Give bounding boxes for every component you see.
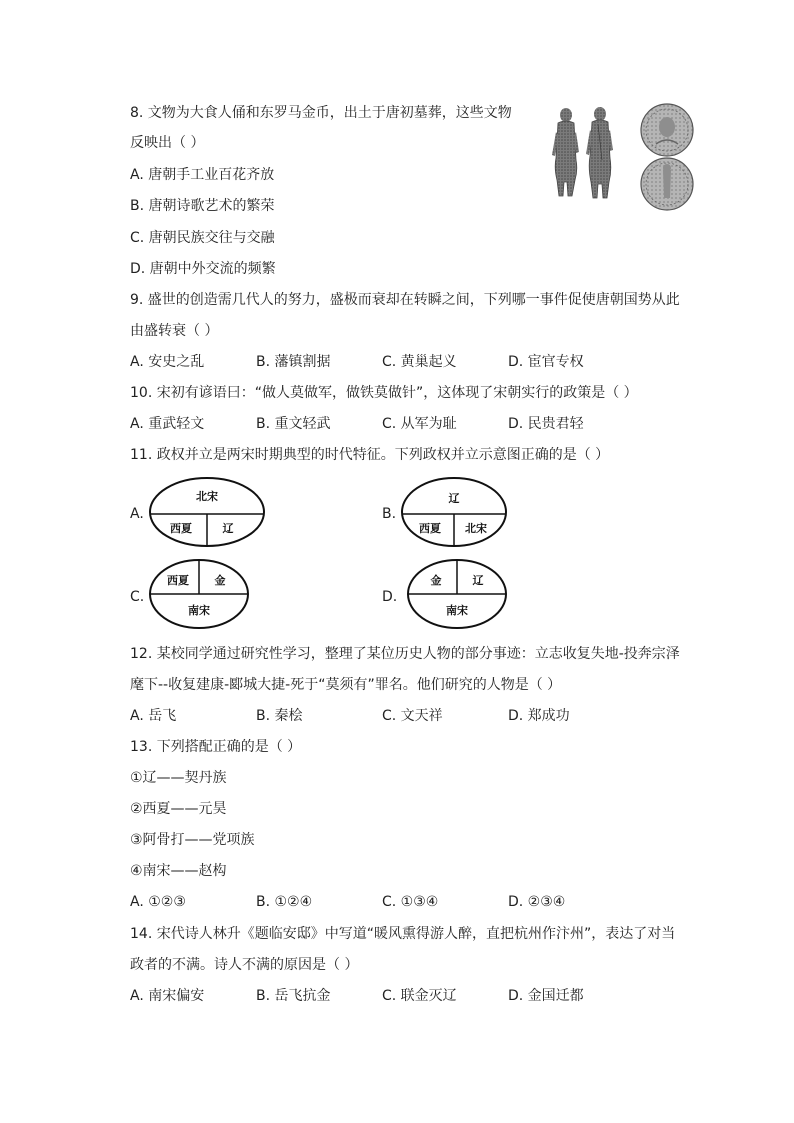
q8-option-c: C. 唐朝民族交往与交融 [130, 230, 275, 246]
q11-diagram-b [400, 476, 508, 548]
q11-c-left-label: 西夏 [167, 574, 189, 587]
q11-letter-b: B. [382, 506, 397, 522]
q9-option-b: B. 藩镇割据 [256, 354, 331, 370]
q13-option-c: C. ①③④ [382, 894, 439, 910]
q11-diagram-c [148, 558, 250, 630]
q11-a-left-label: 西夏 [170, 522, 192, 535]
q14-stem-line1: 14. 宋代诗人林升《题临安邸》中写道“暖风熏得游人醉，直把杭州作汴州”，表达了对当 [130, 926, 676, 942]
q9-stem-line1: 9. 盛世的创造需几代人的努力，盛极而衰却在转瞬之间，下列哪一事件促使唐朝国势从此 [130, 292, 680, 308]
q9-stem-line2: 由盛转衰（ ） [130, 323, 219, 339]
q8-stem-line1: 8. 文物为大食人俑和东罗马金币，出土于唐初墓葬，这些文物 [130, 105, 512, 121]
q13-item-3: ③阿骨打——党项族 [130, 832, 255, 848]
q12-option-d: D. 郑成功 [508, 708, 570, 724]
q11-d-bottom-label: 南宋 [446, 604, 468, 617]
q13-option-d: D. ②③④ [508, 894, 566, 910]
q11-letter-d: D. [382, 589, 398, 605]
q13-item-2: ②西夏——元昊 [130, 801, 227, 817]
q10-option-c: C. 从军为耻 [382, 416, 457, 432]
q14-stem-line2: 政者的不满。诗人不满的原因是（ ） [130, 957, 359, 973]
q11-a-right-label: 辽 [222, 522, 234, 535]
q9-option-d: D. 宦官专权 [508, 354, 584, 370]
coin-top-icon [641, 104, 693, 156]
q10-option-b: B. 重文轻武 [256, 416, 331, 432]
q9-option-a: A. 安史之乱 [130, 354, 205, 370]
q13-item-4: ④南宋——赵构 [130, 863, 227, 879]
q12-stem-line2: 麾下--收复建康-郾城大捷-死于“莫须有”罪名。他们研究的人物是（ ） [130, 677, 562, 693]
q10-stem: 10. 宋初有谚语曰：“做人莫做军，做铁莫做针”，这体现了宋朝实行的政策是（ ） [130, 385, 638, 401]
q10-option-a: A. 重武轻文 [130, 416, 205, 432]
q11-d-right-label: 辽 [472, 574, 484, 587]
q11-a-top-label: 北宋 [196, 490, 218, 503]
q11-c-bottom-label: 南宋 [188, 604, 210, 617]
q8-option-a: A. 唐朝手工业百花齐放 [130, 167, 275, 183]
q14-option-c: C. 联金灭辽 [382, 988, 457, 1004]
q12-option-c: C. 文天祥 [382, 708, 443, 724]
q11-diagram-a [148, 476, 266, 548]
q11-letter-a: A. [130, 506, 144, 522]
q14-option-b: B. 岳飞抗金 [256, 988, 331, 1004]
q10-option-d: D. 民贵君轻 [508, 416, 584, 432]
q13-option-b: B. ①②④ [256, 894, 313, 910]
q9-option-c: C. 黄巢起义 [382, 354, 457, 370]
figurine-right-icon [586, 107, 613, 198]
q12-option-b: B. 秦桧 [256, 708, 303, 724]
q12-option-a: A. 岳飞 [130, 708, 177, 724]
q13-item-1: ①辽——契丹族 [130, 770, 227, 786]
q13-option-a: A. ①②③ [130, 894, 186, 910]
q11-b-top-label: 辽 [448, 492, 460, 505]
q12-stem-line1: 12. 某校同学通过研究性学习，整理了某位历史人物的部分事迹：立志收复失地-投奔宗泽 [130, 646, 680, 662]
artifact-photo [546, 100, 696, 212]
q11-d-left-label: 金 [430, 574, 442, 587]
q8-option-b: B. 唐朝诗歌艺术的繁荣 [130, 198, 275, 214]
q14-option-a: A. 南宋偏安 [130, 988, 205, 1004]
q13-stem: 13. 下列搭配正确的是（ ） [130, 739, 302, 755]
q8-stem-line2: 反映出（ ） [130, 135, 205, 151]
q11-c-right-label: 金 [214, 574, 226, 587]
figurine-left-icon [552, 108, 579, 196]
q11-b-right-label: 北宋 [465, 522, 487, 535]
q11-stem: 11. 政权并立是两宋时期典型的时代特征。下列政权并立示意图正确的是（ ） [130, 447, 610, 463]
coin-bottom-icon [641, 158, 693, 210]
q11-b-left-label: 西夏 [419, 522, 441, 535]
q11-letter-c: C. [130, 589, 145, 605]
q14-option-d: D. 金国迁都 [508, 988, 584, 1004]
q8-option-d: D. 唐朝中外交流的频繁 [130, 261, 276, 277]
q11-diagram-d [406, 558, 508, 630]
